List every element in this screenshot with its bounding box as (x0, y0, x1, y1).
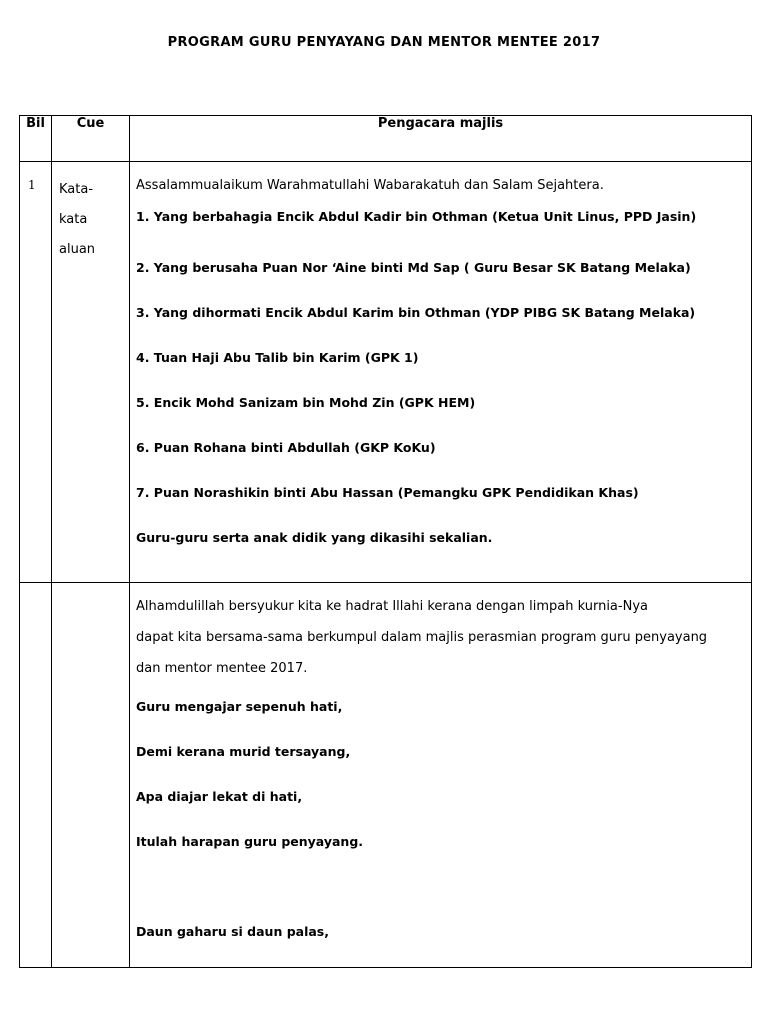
guest-item: 4. Tuan Haji Abu Talib bin Karim (GPK 1) (136, 350, 419, 365)
cue-line: Kata- (59, 182, 94, 197)
guest-item: 1. Yang berbahagia Encik Abdul Kadir bin Othman (Ketua Unit Linus, PPD Jasin) (136, 209, 697, 224)
poem-line: Itulah harapan guru penyayang. (136, 834, 364, 849)
guest-item: 2. Yang berusaha Puan Nor ‘Aine binti Md Sap ( Guru Besar SK Batang Melaka) (136, 260, 691, 275)
guest-item: 3. Yang dihormati Encik Abdul Karim bin Othman (YDP PIBG SK Batang Melaka) (136, 305, 696, 320)
cue-line: aluan (59, 242, 96, 257)
paragraph-line: dan mentor mentee 2017. (136, 661, 308, 676)
empty-bil-cell (20, 583, 52, 968)
document-title: PROGRAM GURU PENYAYANG DAN MENTOR MENTEE 2017 (167, 35, 601, 50)
table-header-row (20, 116, 752, 162)
poem-line: Guru mengajar sepenuh hati, (136, 699, 343, 714)
cue-line: kata (59, 212, 88, 227)
poem-line: Daun gaharu si daun palas, (136, 924, 329, 939)
closing-line: Guru-guru serta anak didik yang dikasihi sekalian. (136, 530, 493, 545)
table-row (20, 583, 752, 968)
poem-line: Demi kerana murid tersayang, (136, 744, 351, 759)
header-pengacara: Pengacara majlis (130, 116, 752, 162)
table-row (20, 162, 752, 583)
cue-cell (52, 162, 130, 583)
guest-item: 5. Encik Mohd Sanizam bin Mohd Zin (GPK HEM) (136, 395, 476, 410)
header-bil: Bil (20, 116, 52, 162)
paragraph-line: dapat kita bersama-sama berkumpul dalam majlis perasmian program guru penyayang (136, 630, 708, 645)
guest-item: 7. Puan Norashikin binti Abu Hassan (Pemangku GPK Pendidikan Khas) (136, 485, 639, 500)
blank-line (136, 864, 745, 909)
content-cell (130, 162, 752, 583)
program-table (19, 115, 752, 968)
empty-cue-cell (52, 583, 130, 968)
row-number: 1 (20, 162, 52, 583)
header-cue: Cue (52, 116, 130, 162)
poem-line: Apa diajar lekat di hati, (136, 789, 303, 804)
greeting-text: Assalammualaikum Warahmatullahi Wabarakatuh dan Salam Sejahtera. (136, 178, 604, 193)
paragraph-line: Alhamdulillah bersyukur kita ke hadrat Illahi kerana dengan limpah kurnia-Nya (136, 599, 648, 614)
content-cell (130, 583, 752, 968)
guest-item: 6. Puan Rohana binti Abdullah (GKP KoKu) (136, 440, 436, 455)
